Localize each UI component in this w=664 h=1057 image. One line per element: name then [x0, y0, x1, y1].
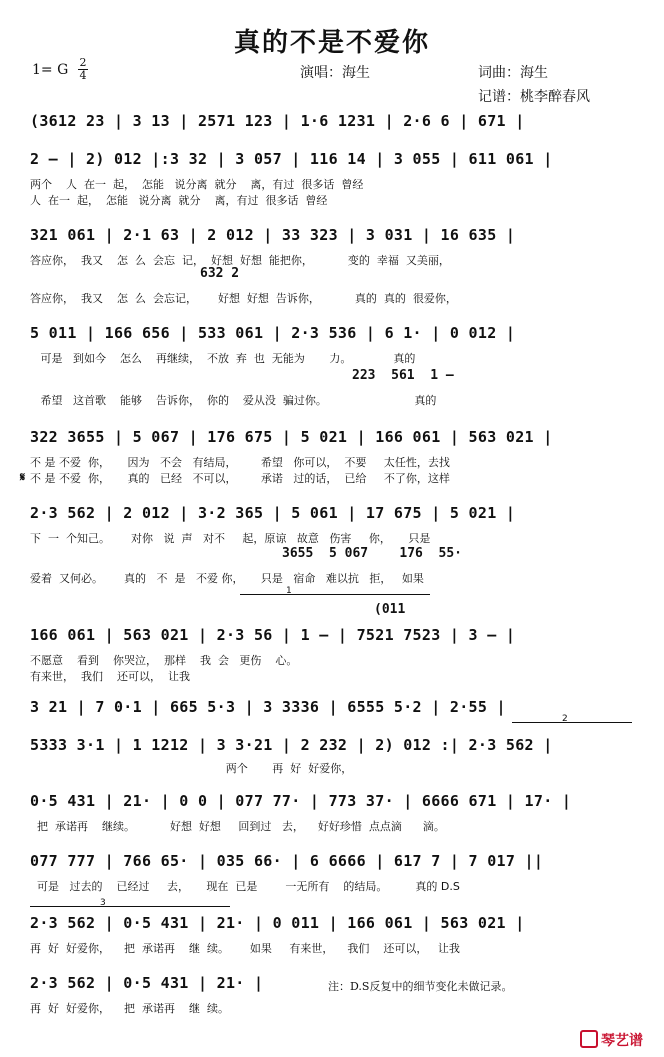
music-system	[30, 322, 634, 348]
music-system	[30, 224, 634, 250]
notation-line: 2 – | 2) 012 |:3 32 | 3 057 | 116 14 | 3 055 | 611 061 |	[30, 150, 553, 168]
lyric-line: 不愿意 看到 你哭泣， 那样 我 会 更伤 心。	[30, 654, 298, 667]
lyric-line: 爱着 又何必。 真的 不 是 不爱 你， 只是 宿命 难以抗 拒， 如果	[30, 572, 424, 585]
alternate-notes: 3655 5 067 176 55·	[282, 546, 463, 561]
notation-line: (3612 23 | 3 13 | 2571 123 | 1·6 1231 | 2·6 6 | 671 |	[30, 112, 525, 130]
lyric-line: 把 承诺再 继续。 好想 好想 回到过 去， 好好珍惜 点点滴 滴。	[30, 820, 445, 833]
lyric-line: 再 好 好爱你， 把 承诺再 继 续。 如果 有来世， 我们 还可以， 让我	[30, 942, 460, 955]
lyric-line: 两个 人 在一 起， 怎能 说分离 就分 离，有过 很多话 曾经	[30, 178, 364, 191]
key-signature: 1= G	[32, 62, 69, 78]
notation-line: 2·3 562 | 0·5 431 | 21· |	[30, 974, 264, 992]
lyric-line: 人 在一 起， 怎能 说分离 就分 离，有过 很多话 曾经	[30, 194, 328, 207]
lyric-line: 希望 这首歌 能够 告诉你， 你的 爱从没 骗过你。 真的	[30, 394, 437, 407]
lyric-line: 不 是 不爱 你， 因为 不会 有结局， 希望 你可以， 不要 太任性，去找	[30, 456, 450, 469]
lyric-line: 不 是 不爱 你， 真的 已经 不可以， 承诺 过的话， 已给 不了你，这样	[30, 472, 450, 485]
alternate-notes: (011	[374, 602, 406, 617]
notation-line: 5333 3·1 | 1 1212 | 3 3·21 | 2 232 | 2) 012 :| 2·3 562 |	[30, 736, 553, 754]
music-system	[30, 624, 634, 650]
lyric-line: 答应你， 我又 怎 么 会忘 记， 好想 好想 能把你， 变的 幸福 又美丽，	[30, 254, 450, 267]
meter-top: 2	[79, 56, 87, 69]
volta-bracket	[240, 594, 430, 595]
lyric-line: 可是 过去的 已经过 去， 现在 已是 一无所有 的结局。 真的 D.S	[30, 880, 460, 893]
volta-bracket	[512, 722, 632, 723]
music-system	[30, 912, 634, 938]
notation-line: 0·5 431 | 21· | 0 0 | 077 77· | 773 37· | 6666 671 | 17· |	[30, 792, 572, 810]
volta-number: 3	[100, 898, 106, 908]
notation-line: 166 061 | 563 021 | 2·3 56 | 1 – | 7521 7523 | 3 – |	[30, 626, 516, 644]
site-logo	[580, 1030, 643, 1050]
composer-credit: 词曲：海生	[478, 65, 548, 81]
music-system	[30, 110, 634, 136]
music-system	[30, 850, 634, 876]
music-system	[30, 502, 634, 528]
volta-number: 2	[562, 714, 568, 724]
alternate-notes: 632 2	[200, 266, 240, 281]
notation-line: 321 061 | 2·1 63 | 2 012 | 33 323 | 3 031 | 16 635 |	[30, 226, 516, 244]
lyric-line: 有来世， 我们 还可以， 让我	[30, 670, 190, 683]
logo-icon	[580, 1030, 598, 1048]
singer-credit: 演唱：海生	[300, 65, 370, 81]
lyric-line: 两个 再 好 好爱你，	[30, 762, 353, 775]
music-system	[30, 734, 634, 760]
music-system	[30, 790, 634, 816]
transcriber-credit: 记谱：桃李醉春风	[478, 89, 590, 105]
logo-text: 琴艺谱	[601, 1033, 643, 1049]
song-title: 真的不是不爱你	[233, 28, 430, 58]
notation-line: 2·3 562 | 0·5 431 | 21· | 0 011 | 166 061 | 563 021 |	[30, 914, 525, 932]
segno-sign: 𝄋	[20, 470, 26, 484]
notation-line: 5 011 | 166 656 | 533 061 | 2·3 536 | 6 1· | 0 012 |	[30, 324, 516, 342]
lyric-line: 可是 到如今 怎么 再继续， 不放 弃 也 无能为 力。 真的	[30, 352, 416, 365]
notation-line: 322 3655 | 5 067 | 176 675 | 5 021 | 166 061 | 563 021 |	[30, 428, 553, 446]
notation-line: 3 21 | 7 0·1 | 665 5·3 | 3 3336 | 6555 5·2 | 2·55 |	[30, 698, 506, 716]
volta-bracket	[30, 906, 230, 907]
music-system	[30, 148, 634, 174]
lyric-line: 答应你， 我又 怎 么 会忘记， 好想 好想 告诉你， 真的 真的 很爱你，	[30, 292, 457, 305]
notation-line: 2·3 562 | 2 012 | 3·2 365 | 5 061 | 17 675 | 5 021 |	[30, 504, 516, 522]
notation-line: 077 777 | 766 65· | 035 66· | 6 6666 | 617 7 | 7 017 ||	[30, 852, 544, 870]
music-system	[30, 696, 634, 722]
lyric-line: 再 好 好爱你， 把 承诺再 继 续。	[30, 1002, 229, 1015]
meter-bottom: 4	[79, 69, 87, 82]
footnote: 注：D.S反复中的细节变化未做记录。	[328, 980, 513, 993]
music-system	[30, 426, 634, 452]
alternate-notes: 223 561 1 –	[352, 368, 454, 383]
lyric-line: 下 一 个知己。 对你 说 声 对不 起，原谅 故意 伤害 你， 只是	[30, 532, 431, 545]
volta-number: 1	[286, 586, 292, 596]
time-signature	[78, 58, 88, 81]
